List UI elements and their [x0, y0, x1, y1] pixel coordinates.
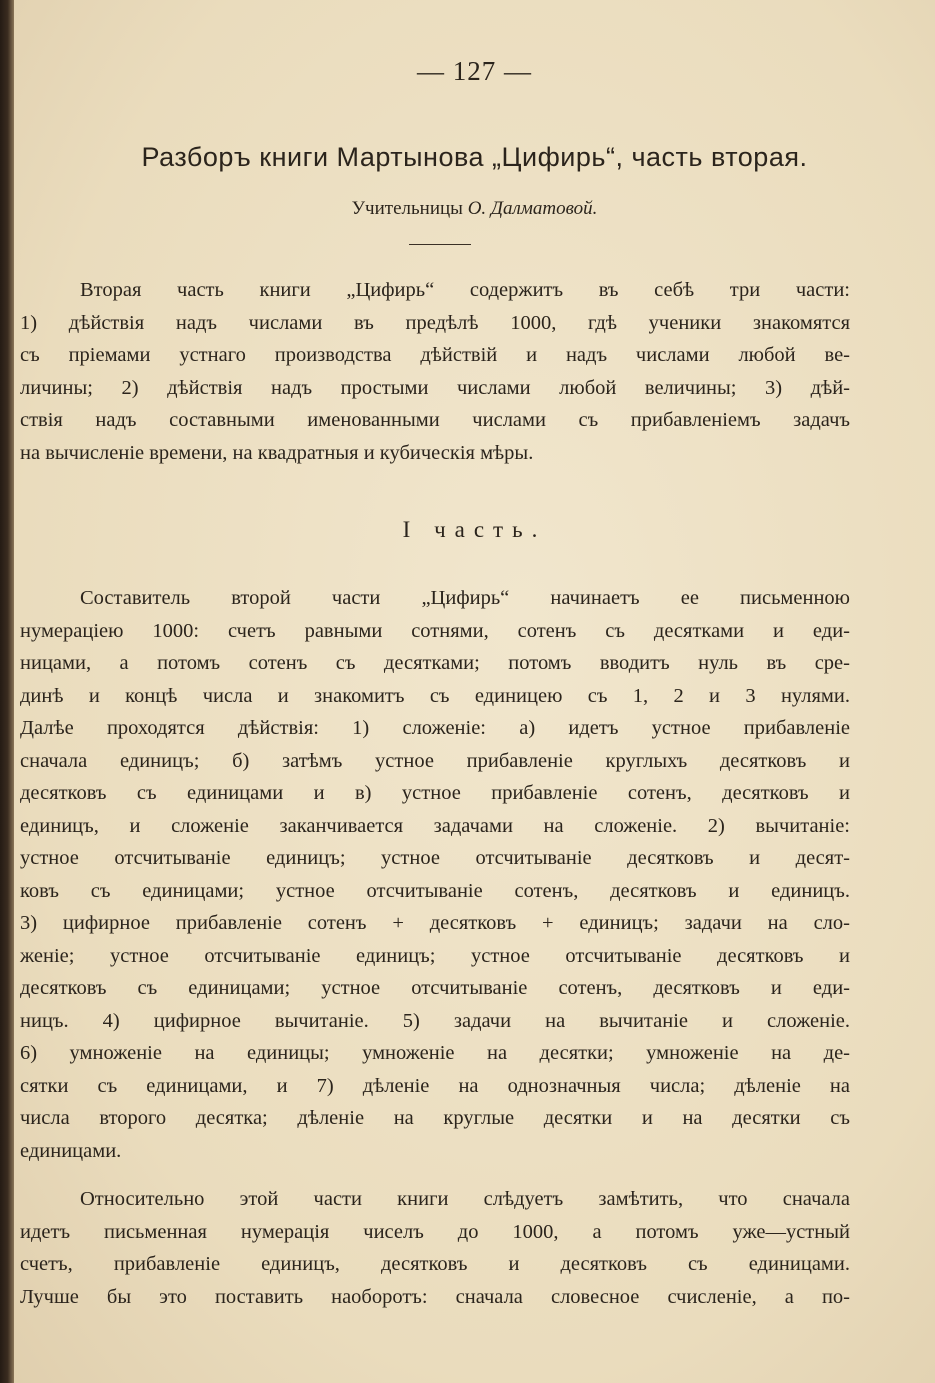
part2-paragraph	[20, 1183, 850, 1313]
text-line: съ пріемами устнаго производства дѣйствій и надъ числами любой ве-	[20, 344, 850, 366]
text-line: нумераціею 1000: счетъ равными сотнями, сотенъ съ десятками и еди-	[20, 619, 850, 642]
text-line: Составитель второй части „Цифирь“ начинаетъ ее письменною	[80, 587, 850, 609]
text-line: десятковъ съ единицами и в) устное прибавленіе сотенъ, десятковъ и	[20, 782, 850, 804]
title-divider	[409, 244, 471, 245]
page-number: — 127 —	[417, 56, 532, 86]
text-line: единицами.	[20, 1139, 122, 1162]
text-line: Вторая часть книги „Цифирь“ содержитъ въ себѣ три части:	[80, 279, 850, 301]
text-line: 6) умноженіе на единицы; умноженіе на десятки; умноженіе на де-	[20, 1042, 850, 1064]
book-page	[14, 0, 935, 1383]
text-line: Лучше бы это поставить наоборотъ: сначала словесное счисленіе, а по-	[20, 1285, 850, 1308]
text-line: счетъ, прибавленіе единицъ, десятковъ и десятковъ съ единицами.	[20, 1253, 850, 1275]
text-line: Относительно этой части книги слѣдуетъ замѣтить, что сначала	[80, 1188, 850, 1210]
text-line: ковъ съ единицами; устное отсчитываніе сотенъ, десятковъ и единицъ.	[20, 879, 850, 902]
text-line: числа второго десятка; дѣленіе на круглые десятки и на десятки съ	[20, 1107, 850, 1129]
text-line: 3) цифирное прибавленіе сотенъ + десятковъ + единицъ; задачи на сло-	[20, 912, 850, 934]
article-title: Разборъ книги Мартынова „Цифирь“, часть вторая.	[141, 142, 808, 172]
text-line: ницами, а потомъ сотенъ съ десятками; потомъ вводитъ нуль въ сре-	[20, 652, 850, 674]
book-spine-edge	[0, 0, 14, 1383]
text-line: динѣ и концѣ числа и знакомитъ съ единицею съ 1, 2 и 3 нулями.	[20, 684, 850, 707]
text-line: десятковъ съ единицами; устное отсчитываніе сотенъ, десятковъ и еди-	[20, 977, 850, 999]
text-line: ницъ. 4) цифирное вычитаніе. 5) задачи на вычитаніе и сложеніе.	[20, 1009, 850, 1032]
text-line: 1) дѣйствія надъ числами въ предѣлѣ 1000, гдѣ ученики знакомятся	[20, 311, 850, 334]
part1-paragraph	[20, 582, 850, 1167]
text-line: Далѣе проходятся дѣйствія: 1) сложеніе: а) идетъ устное прибавленіе	[20, 717, 850, 739]
text-line: личины; 2) дѣйствія надъ простыми числами любой величины; 3) дѣй-	[20, 376, 850, 399]
author-prefix: Учительницы	[351, 198, 463, 219]
text-line: идетъ письменная нумерація чиселъ до 1000, а потомъ уже—устный	[20, 1220, 850, 1243]
text-line: единицъ, и сложеніе заканчивается задачами на сложеніе. 2) вычитаніе:	[20, 814, 850, 837]
text-line: устное отсчитываніе единицъ; устное отсчитываніе десятковъ и десят-	[20, 847, 850, 869]
intro-paragraph	[20, 274, 850, 469]
article-author	[14, 198, 935, 220]
text-line: ствія надъ составными именованными числами съ прибавленіемъ задачъ	[20, 409, 850, 431]
text-line: сначала единицъ; б) затѣмъ устное прибавленіе круглыхъ десятковъ и	[20, 749, 850, 772]
text-line: сятки съ единицами, и 7) дѣленіе на однозначныя числа; дѣленіе на	[20, 1074, 850, 1097]
text-line: на вычисленіе времени, на квадратныя и кубическія мѣры.	[20, 441, 534, 464]
author-name: О. Далматовой.	[467, 198, 598, 219]
text-line: женіе; устное отсчитываніе единицъ; устное отсчитываніе десятковъ и	[20, 944, 850, 967]
section-heading: I часть.	[402, 517, 547, 542]
